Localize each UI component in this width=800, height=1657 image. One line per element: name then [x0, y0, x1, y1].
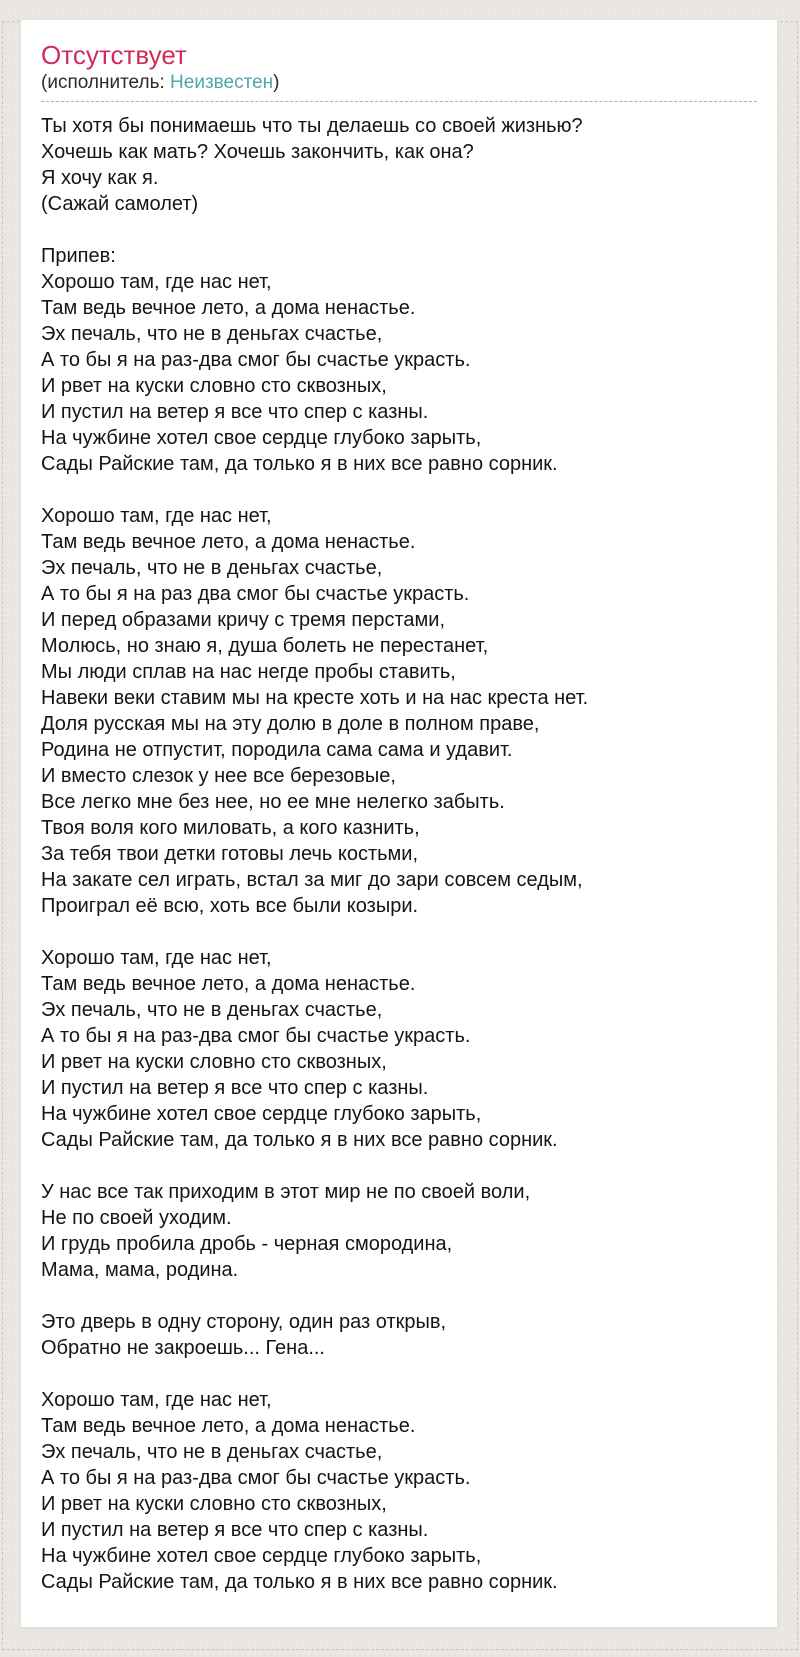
lyric-line: Сады Райские там, да только я в них все равно сорник.	[41, 1571, 558, 1593]
lyric-line: Там ведь вечное лето, а дома ненастье.	[41, 297, 416, 319]
lyric-line: И рвет на куски словно сто сквозных,	[41, 1051, 387, 1073]
lyric-line: На чужбине хотел свое сердце глубоко зарыть,	[41, 427, 482, 449]
lyric-line: Обратно не закроешь... Гена...	[41, 1337, 325, 1359]
lyric-line: На закате сел играть, встал за миг до зари совсем седым,	[41, 869, 583, 891]
lyric-line: И перед образами кричу с тремя перстами,	[41, 609, 446, 631]
lyric-line: И рвет на куски словно сто сквозных,	[41, 375, 387, 397]
stanza	[41, 113, 757, 217]
lyric-line: И пустил на ветер я все что спер с казны.	[41, 1077, 429, 1099]
lyric-line: Там ведь вечное лето, а дома ненастье.	[41, 531, 416, 553]
artist-link[interactable]: Неизвестен	[170, 72, 274, 93]
lyric-line: Припев:	[41, 245, 116, 267]
lyric-line: Эх печаль, что не в деньгах счастье,	[41, 999, 383, 1021]
stanza	[41, 1179, 757, 1283]
lyric-line: И рвет на куски словно сто сквозных,	[41, 1493, 387, 1515]
lyric-line: И грудь пробила дробь - черная смородина,	[41, 1233, 453, 1255]
page-title	[41, 40, 757, 70]
lyric-line: А то бы я на раз-два смог бы счастье украсть.	[41, 1025, 471, 1047]
lyric-line: Там ведь вечное лето, а дома ненастье.	[41, 973, 416, 995]
lyric-line: (Сажай самолет)	[41, 193, 199, 215]
lyric-line: Хорошо там, где нас нет,	[41, 1389, 272, 1411]
lyric-line: Я хочу как я.	[41, 167, 159, 189]
lyric-line: И пустил на ветер я все что спер с казны.	[41, 1519, 429, 1541]
artist-label-open: (исполнитель:	[41, 72, 171, 93]
lyric-line: Навеки веки ставим мы на кресте хоть и на нас креста нет.	[41, 687, 589, 709]
lyric-line: За тебя твои детки готовы лечь костьми,	[41, 843, 419, 865]
song-title-link[interactable]: Отсутствует	[41, 40, 187, 70]
lyric-line: Проиграл её всю, хоть все были козыри.	[41, 895, 419, 917]
content-card	[20, 19, 778, 1628]
stanza	[41, 503, 757, 919]
lyric-line: Хорошо там, где нас нет,	[41, 271, 272, 293]
lyric-line: Это дверь в одну сторону, один раз открыв,	[41, 1311, 447, 1333]
lyric-line: Родина не отпустит, породила сама сама и удавит.	[41, 739, 513, 761]
artist-label-close: )	[273, 72, 280, 93]
artist-line	[41, 70, 757, 102]
stanza	[41, 945, 757, 1153]
lyric-line: А то бы я на раз два смог бы счастье украсть.	[41, 583, 470, 605]
stanza	[41, 1387, 757, 1595]
lyric-line: Ты хотя бы понимаешь что ты делаешь со своей жизнью?	[41, 115, 583, 137]
lyric-line: На чужбине хотел свое сердце глубоко зарыть,	[41, 1545, 482, 1567]
lyric-line: Эх печаль, что не в деньгах счастье,	[41, 323, 383, 345]
lyric-line: Хочешь как мать? Хочешь закончить, как она?	[41, 141, 474, 163]
lyrics-text	[41, 113, 757, 1595]
lyric-line: И вместо слезок у нее все березовые,	[41, 765, 396, 787]
lyric-line: Там ведь вечное лето, а дома ненастье.	[41, 1415, 416, 1437]
lyric-line: Мы люди сплав на нас негде пробы ставить,	[41, 661, 456, 683]
lyric-line: Хорошо там, где нас нет,	[41, 505, 272, 527]
lyric-line: Молюсь, но знаю я, душа болеть не перестанет,	[41, 635, 489, 657]
lyric-line: Все легко мне без нее, но ее мне нелегко забыть.	[41, 791, 505, 813]
stanza	[41, 1309, 757, 1361]
lyric-line: Не по своей уходим.	[41, 1207, 232, 1229]
lyric-line: Мама, мама, родина.	[41, 1259, 239, 1281]
lyric-line: Хорошо там, где нас нет,	[41, 947, 272, 969]
lyric-line: И пустил на ветер я все что спер с казны.	[41, 401, 429, 423]
lyric-line: На чужбине хотел свое сердце глубоко зарыть,	[41, 1103, 482, 1125]
lyric-line: У нас все так приходим в этот мир не по своей воли,	[41, 1181, 531, 1203]
lyric-line: А то бы я на раз-два смог бы счастье украсть.	[41, 1467, 471, 1489]
stanza	[41, 243, 757, 477]
lyric-line: А то бы я на раз-два смог бы счастье украсть.	[41, 349, 471, 371]
lyric-line: Эх печаль, что не в деньгах счастье,	[41, 557, 383, 579]
lyric-line: Сады Райские там, да только я в них все равно сорник.	[41, 453, 558, 475]
lyric-line: Сады Райские там, да только я в них все равно сорник.	[41, 1129, 558, 1151]
lyric-line: Доля русская мы на эту долю в доле в полном праве,	[41, 713, 540, 735]
lyric-line: Твоя воля кого миловать, а кого казнить,	[41, 817, 420, 839]
lyric-line: Эх печаль, что не в деньгах счастье,	[41, 1441, 383, 1463]
